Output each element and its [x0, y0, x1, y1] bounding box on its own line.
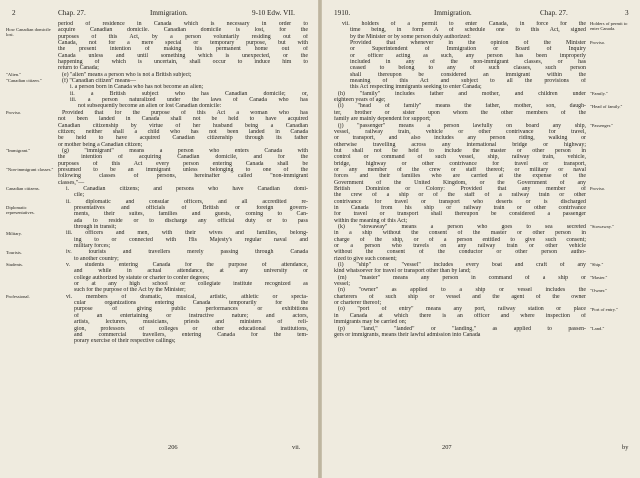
left-body-line: presumed to be an immigrant unless belonging to one of the — [58, 166, 308, 173]
left-body-line: happening of which is uncertain, shall occur to induce him to — [58, 59, 308, 66]
right-body-line: (i) "head of family" means the father, mother, son, daugh- — [338, 103, 586, 110]
left-body-line: citizen; neither shall a child who has not been landed in Canada — [58, 128, 308, 135]
right-body-line: but shall not be held to include the master or other person in — [334, 147, 586, 154]
right-margin-note: Proviso. — [590, 186, 606, 192]
right-body-line: meaning of this Act and subject to all the provisions of — [350, 78, 586, 85]
right-body-line: (h) "family" includes father and mother, and children under — [338, 90, 586, 97]
left-body-line: cular organizations entering Canada temporarily for the — [74, 300, 308, 307]
left-body-line: presentatives and officials of British or foreign govern- — [74, 204, 308, 211]
left-body-text — [58, 21, 308, 345]
right-body-line: bridge, highway or other contrivance for travel or transport, — [334, 160, 586, 167]
left-running-title: Immigration. — [150, 9, 188, 17]
left-margin-note: "Non-immigrant classes." — [6, 167, 54, 173]
right-body-line: gers or immigrants, means their lawful admission into Canada — [334, 331, 481, 338]
left-body-line: return to Canada; — [58, 65, 99, 72]
left-body-line: period of residence in Canada which is necessary in order to — [58, 21, 308, 27]
left-body-line: military forces; — [74, 243, 111, 250]
right-body-line: ceased to belong to any of such classes, such person — [350, 65, 586, 72]
right-body-line: immigrants may be carried on; — [334, 319, 407, 326]
left-chapter: Chap. 27. — [58, 9, 86, 17]
right-body-line: Provided that whenever in the opinion of the Minister — [350, 40, 586, 47]
right-margin-note: "Family." — [590, 90, 608, 96]
left-body-line: iii. a person naturalized under the laws of Canada who has — [70, 97, 308, 104]
left-body-line: classes,"— — [58, 179, 85, 186]
right-body-line: by the Minister or by some person duly authorized: — [350, 33, 471, 40]
left-body-line: iii. officers and men, with their wives and families, belong- — [66, 230, 308, 237]
left-body-line: not subsequently become an alien or lost Canadian domicile: — [78, 103, 222, 110]
right-margin-note: Holders of permit to enter Canada. — [590, 21, 628, 31]
left-body-line: to another country; — [74, 255, 119, 262]
left-body-line: of an entertaining or instructive nature; and actors, — [74, 312, 308, 319]
right-margin-note: "Master." — [590, 275, 608, 280]
right-year: 1910. — [334, 9, 351, 17]
left-body-line: or mother being a Canadian citizen; — [58, 141, 143, 148]
left-body-line: ii. diplomatic and consular officers, and all accredited re- — [66, 198, 308, 205]
left-body-line: iv. tourists and travellers merely passing through Canada — [66, 249, 308, 256]
left-margin-note: Tourists. — [6, 249, 22, 255]
right-body-line: or any member of the crew or staff thereof; or military or naval — [334, 166, 586, 173]
left-body-line: i. Canadian citizens; and persons who have Canadian domi- — [66, 185, 308, 192]
left-body-line: following classes of persons, hereinafter called "non-immigrant — [58, 173, 308, 180]
right-margin-note: Proviso. — [590, 40, 606, 46]
right-margin-note: "Ship." — [590, 262, 604, 268]
left-margin-note: How Canadian domicile lost. — [6, 27, 51, 38]
left-margin-note: Students. — [6, 262, 23, 268]
left-body-line: ada to reside or to discharge any official duty or to pass — [74, 217, 308, 224]
left-margin-note: Proviso. — [6, 109, 22, 115]
left-margin-note: "Canadian citizen." — [6, 78, 42, 84]
right-body-line: or Superintendent of Immigration or Board of Inquiry — [350, 46, 586, 53]
left-body-line: ing to or connected with His Majesty's regular naval and — [74, 236, 308, 243]
left-body-line: Canada, not for a mere special or temporary purpose, but with — [58, 40, 308, 47]
right-page-number: 3 — [625, 9, 629, 17]
right-body-line: (l) "ship" or "vessel" includes every boat and craft of any — [338, 262, 586, 269]
left-margin-note: Diplomatic representatives. — [6, 205, 35, 216]
left-margin-note: "Alien." — [6, 71, 22, 77]
right-margin-note: "Passenger." — [590, 122, 614, 128]
left-catchword: vii. — [292, 444, 301, 451]
right-body-line: control or command of such vessel, ship, railway train, vehicle, — [334, 154, 586, 161]
right-body-line: vessel; — [334, 281, 351, 288]
right-body-line: time being, in form A of schedule one to this Act, signed — [350, 27, 586, 34]
right-body-line: or officer acting as such, any person has been improperly — [350, 52, 586, 59]
right-body-line: or transport, and also includes any person riding, walking or — [334, 135, 586, 142]
left-body-line: v. students entering Canada for the purpose of attendance, — [66, 262, 308, 269]
left-body-line: gion, professors of colleges or other educational institutions, — [74, 325, 308, 332]
left-page-number: 2 — [12, 9, 16, 17]
right-body-line: otherwise travelling across any international bridge or highway; — [334, 141, 586, 148]
right-body-line: contrivance for travel or transport who deserts or is discharged — [334, 198, 586, 205]
left-regnal-year: 9-10 Edw. VII. — [252, 9, 295, 17]
right-margin-note: "Stowaway." — [590, 224, 614, 230]
left-page — [0, 0, 318, 478]
right-body-line: without the consent of the conductor or other person autho- — [334, 249, 586, 256]
left-body-line: through in transit; — [74, 224, 117, 230]
right-page — [322, 0, 640, 478]
left-body-line: college authorized by statute or charter to confer degrees; — [74, 274, 210, 281]
right-margin-note: "Port of entry." — [590, 306, 618, 312]
right-body-line: (k) "stowaway" means a person who goes to sea secreted — [338, 224, 586, 230]
left-body-line: the present intention of making his permanent home out of — [58, 46, 308, 53]
right-body-line: charterers of such ship or vessel and the agent of the owner — [334, 293, 586, 300]
left-body-line: i. a person born in Canada who has not become an alien; — [70, 84, 204, 91]
left-body-line: and commercial travellers, entering Canada for the tem- — [74, 331, 308, 338]
left-body-line: (g) "immigrant" means a person who enters Canada with — [62, 147, 308, 154]
left-body-line: or at any high school or collegiate institute recognized as — [74, 281, 308, 288]
right-body-line: vii. holders of a permit to enter Canada, in force for the — [342, 21, 586, 27]
right-body-line: (o) "port of entry" means any port, railway station or place — [338, 306, 586, 313]
left-footer-page: 206 — [168, 444, 178, 451]
right-body-line: for travel or transport shall thereupon be considered a passenger — [334, 211, 586, 218]
left-body-line: artists, lecturers, musicians, priests and ministers of reli- — [74, 319, 308, 326]
right-body-line: (p) "land," "landed" or "landing," as applied to passen- — [338, 325, 586, 332]
right-body-line: (m) "master" means any person in command of a ship or — [338, 274, 586, 281]
left-body-line: and while in actual attendance, at any university or — [74, 268, 308, 275]
left-body-line: (e) "alien" means a person who is not a British subject; — [62, 71, 192, 78]
right-body-line: the crew of a ship or of the staff of a railway train or other — [334, 192, 586, 199]
right-body-line: in a ship without the consent of the master or other person in — [334, 230, 586, 237]
right-margin-note: "Land." — [590, 325, 605, 331]
right-body-line: this Act respecting immigrants seeking to enter Canada; — [350, 84, 482, 91]
right-body-line: charge of the ship, or of a person entitled to give such consent; — [334, 236, 586, 243]
left-body-line: vi. members of dramatic, musical, artistic, athletic or specta- — [66, 293, 308, 300]
right-body-line: eighteen years of age; — [334, 97, 386, 104]
left-body-line: acquire Canadian domicile. Canadian domicile is lost, for the — [58, 27, 308, 34]
left-margin-note: Military. — [6, 230, 22, 236]
left-margin-note: "Immigrant." — [6, 148, 31, 153]
right-body-line: in Canada from his ship or railway train or other contrivance — [334, 204, 586, 211]
left-body-line: purposes of this Act, by a person voluntarily residing out of — [58, 33, 308, 40]
left-body-line: ii. a British subject who has Canadian domicile; or, — [70, 90, 308, 97]
right-body-line: vessel, railway train, vehicle or other contrivance for travel, — [334, 128, 586, 135]
right-body-line: Government of the United Kingdom, or the Government of any — [334, 179, 586, 186]
right-body-line: British Dominion or Colony: Provided that any member of — [334, 185, 586, 192]
left-body-line: (f) "Canadian citizen" means— — [62, 78, 136, 85]
right-body-line: shall thereupon be considered an immigrant within the — [350, 71, 586, 78]
right-body-line: (j) "passenger" means a person lawfully on board any ship, — [338, 122, 586, 129]
left-margin-note: Professional. — [6, 294, 30, 300]
right-body-line: (n) "owner" as applied to a ship or vessel includes the — [338, 287, 586, 294]
left-body-line: the intention of acquiring Canadian domicile, and for the — [58, 154, 308, 161]
left-body-line: such for the purpose of the Act by the Minister; — [74, 287, 186, 294]
right-margin-note: "Head of family." — [590, 103, 623, 109]
left-body-line: cile; — [74, 192, 85, 199]
right-body-line: kind whatsoever for travel or transport other than by land; — [334, 268, 471, 275]
right-body-line: included in any of the non-immigrant classes, or has — [350, 59, 586, 66]
left-body-line: not been landed in Canada shall not be held to have acquired — [58, 116, 308, 123]
left-body-line: Canadian citizenship by virtue of her husband being a Canadian — [58, 122, 308, 129]
right-body-line: or charterer thereof; — [334, 300, 382, 307]
left-body-line: purpose of giving public performances or exhibitions — [74, 306, 308, 313]
left-body-line: ments, their suites, families and guests, coming to Can- — [74, 211, 308, 218]
right-body-line: or a person who travels on any railway train or other vehicle — [334, 243, 586, 250]
left-body-line: be held to have acquired Canadian citizenship through its father — [58, 135, 308, 142]
right-body-text — [334, 21, 586, 338]
right-footer-page: 207 — [442, 444, 452, 451]
right-body-line: in Canada at which there is an officer and where inspection of — [334, 312, 586, 319]
left-body-line: purposes of this Act every person entering Canada shall be — [58, 160, 308, 167]
right-body-line: family are mainly dependent for support; — [334, 116, 431, 123]
right-body-line: within the meaning of this Act; — [334, 217, 408, 224]
left-margin-note: Canadian citizens. — [6, 186, 40, 192]
right-running-title: Immigration. — [434, 9, 472, 17]
right-body-line: rized to give such consent; — [334, 255, 397, 262]
left-body-line: porary exercise of their respective callings; — [74, 338, 176, 345]
right-body-line: ter, brother or sister upon whom the other members of the — [334, 109, 586, 116]
right-body-line: forces and their families who are carried at the expense of the — [334, 173, 586, 180]
right-chapter: Chap. 27. — [540, 9, 568, 17]
right-catchword: by — [622, 444, 629, 451]
right-margin-note: "Owner." — [590, 287, 608, 293]
left-body-line: Provided that for the purpose of this Act a woman who has — [62, 109, 308, 116]
left-body-line: Canada unless and until something which is unexpected, or the — [58, 52, 308, 59]
